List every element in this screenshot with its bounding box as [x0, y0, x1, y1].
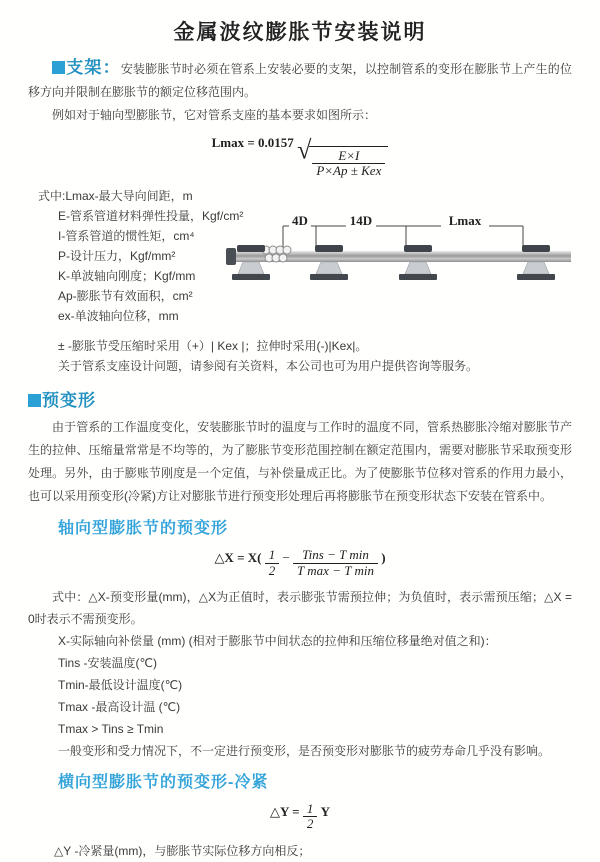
temp-line-tins: Tins -安装温度(℃)	[58, 655, 158, 670]
preform-body-paragraph: 由于管系的工作温度变化，安装膨胀节时的温度与工作时的温度不同，管系热膨胀冷缩对膨胀节产生的拉伸、压缩量常常是不均等的，为了膨胀节变形范围控制在额定范围内，需要对膨胀节采取预变形处理。另外，由于膨账节刚度是一个定值，与补偿量成正比。为了使膨胀节位移对管系的作用力最小，也可以采用预变形(冷紧)方让对膨胀节进行预变形处理后再将膨胀节在预变形状态下安装在管系中。	[28, 420, 572, 504]
dim-label-lmax: Lmax	[448, 213, 482, 229]
support-intro-text: 安装膨胀节时必须在管系上安装必要的支架，以控制管系的变形在膨胀节上产生的位移方向并限制在膨胀节的额定位移范围内。	[28, 62, 573, 99]
page-title: 金属波纹膨胀节安装说明	[173, 21, 427, 44]
one-half-fraction: $\frac{1}{2}$	[303, 802, 318, 832]
sqrt-sign: √	[297, 135, 310, 165]
axial-note-main: 式中：△X-预变形量(mm)，△X为正值时，表示膨张节需预拉伸；为负值时，表示需预压缩；△X = 0时表示不需预变形。	[28, 589, 572, 626]
support-section-heading: 支架：	[66, 58, 121, 77]
one-half-fraction: $\frac{1}{2}$	[265, 548, 280, 578]
temp-relation: Tmax > Tins ≥ Tmin	[58, 721, 164, 736]
lateral-note: △Y -冷紧量(mm)，与膨胀节实际位移方向相反；	[54, 843, 311, 858]
pipe-support-guide	[399, 245, 437, 280]
definition-line: ex-单波轴向位移，mm	[58, 309, 179, 324]
axial-formula-pre: △X = X(	[214, 550, 262, 566]
lmax-formula	[28, 135, 572, 178]
lmax-formula-numerator: E×I	[312, 149, 385, 164]
axial-sub-heading: 轴向型膨胀节的预变形	[58, 520, 229, 538]
lateral-formula	[28, 802, 572, 832]
lateral-sub-heading: 横向型膨胀节的预变形-冷紧	[58, 773, 269, 791]
axial-note-x: X-实际轴向补偿量 (mm) (相对于膨胀节中间状态的拉伸和压缩位移量绝对值之和)：	[58, 633, 497, 648]
axial-note-final: 一般变形和受力情况下，不一定进行预变形，是否预变形对膨胀节的疲劳寿命几乎没有影响。	[58, 743, 551, 758]
sqrt-radicand	[309, 146, 388, 179]
definitions-and-diagram	[28, 186, 572, 336]
minus-sign: −	[282, 550, 290, 566]
bellows-icon	[262, 246, 291, 262]
consult-note: 关于管系支座设计问题，请参阅有关资料，本公司也可为用户提供咨询等服务。	[58, 359, 479, 374]
support-example-line: 例如对于轴向型膨胀节，它对管系支座的基本要求如图所示：	[52, 108, 377, 122]
lateral-formula-pre: △Y =	[270, 803, 300, 819]
temp-line-tmax: Tmax -最高设计温 (℃)	[58, 699, 181, 714]
definition-line: I-管系管道的惯性矩，cm⁴	[58, 229, 195, 244]
preform-heading-text: 预变形	[42, 391, 96, 411]
definition-line: E-管系管道材料弹性投量，Kgf/cm²	[58, 209, 244, 224]
plusminus-note: ± -膨胀节受压缩时采用（+）| Kex |；拉伸时采用(-)|Kex|。	[58, 339, 368, 354]
section-square-icon	[28, 394, 41, 407]
definition-line: K-单波轴向刚度；Kgf/mm	[58, 269, 196, 284]
dim-label-4d: 4D	[292, 213, 308, 229]
pipe-support-guide	[310, 245, 348, 280]
dim-label-14d: 14D	[349, 213, 373, 229]
temperature-fraction: $\frac{\text{Tins − T min}}{\text{T max − T min}}$	[293, 548, 378, 578]
axial-formula-post: )	[381, 550, 386, 566]
pipe-flange	[226, 248, 236, 265]
support-intro-paragraph	[28, 56, 572, 104]
lmax-formula-lhs: Lmax = 0.0157	[211, 135, 294, 150]
pipe-support-anchor	[232, 245, 270, 280]
pipe-support-guide	[517, 245, 555, 280]
lateral-formula-post: Y	[320, 803, 330, 819]
pipe-support-diagram	[226, 212, 584, 286]
lmax-formula-denominator: P×Ap ± Kex	[316, 163, 382, 179]
preform-section-heading	[28, 390, 572, 412]
axial-formula	[28, 548, 572, 578]
definition-line: 式中:Lmax-最大导向间距，m	[38, 189, 193, 204]
section-square-icon	[52, 61, 65, 74]
definition-line: P-设计压力，Kgf/mm²	[58, 249, 176, 264]
temp-line-tmin: Tmin-最低设计温度(℃)	[58, 677, 183, 692]
definition-line: Ap-膨胀节有效面积，cm²	[58, 289, 193, 304]
